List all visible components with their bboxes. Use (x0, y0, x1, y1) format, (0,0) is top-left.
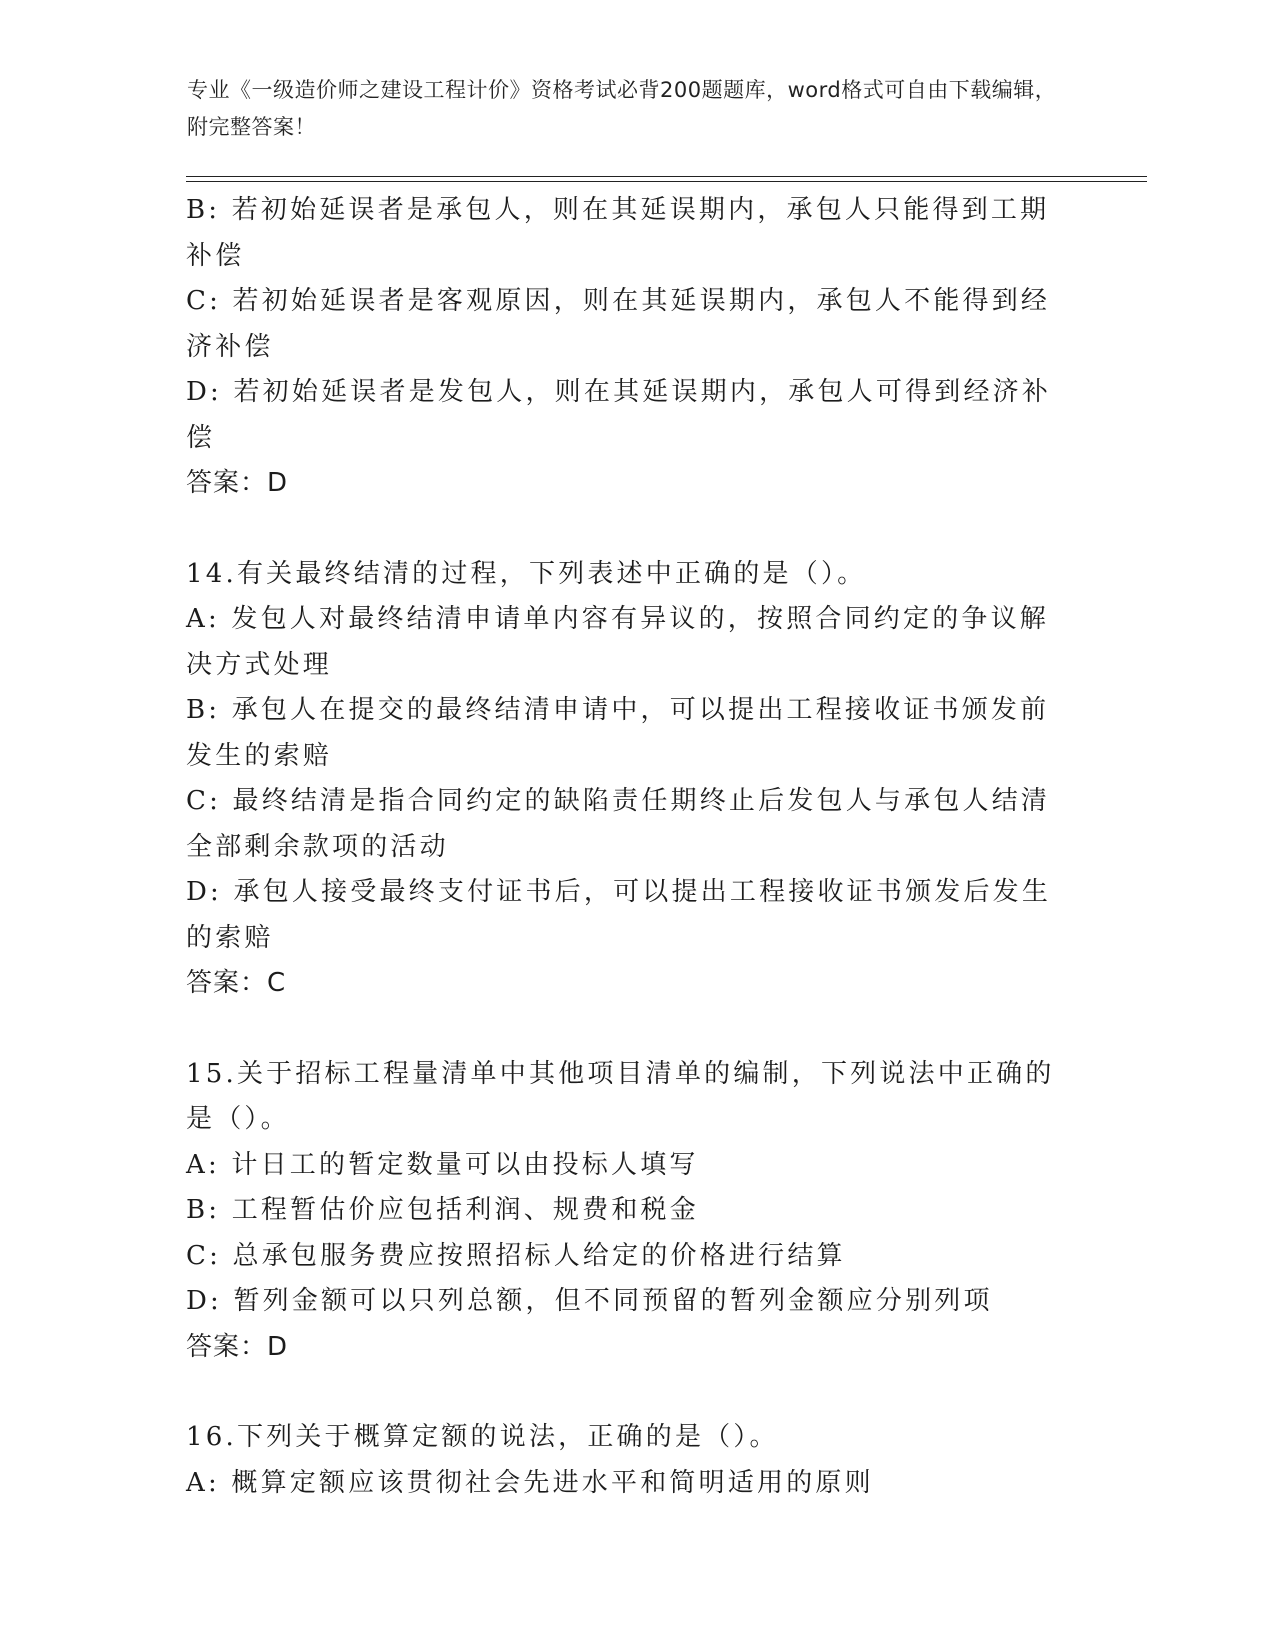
question-13-partial (186, 188, 1066, 507)
option-a: A: 概算定额应该贯彻社会先进水平和简明适用的原则 (186, 1467, 874, 1498)
option-c: C: 最终结清是指合同约定的缺陷责任期终止后发包人与承包人结清全部剩余款项的活动 (186, 786, 1051, 862)
answer: 答案：C (186, 968, 287, 998)
question-15 (186, 1052, 1066, 1371)
option-c: C: 总承包服务费应按照招标人给定的价格进行结算 (186, 1240, 846, 1271)
option-b: B: 承包人在提交的最终结清申请中，可以提出工程接收证书颁发前发生的索赔 (186, 695, 1050, 771)
question-16 (186, 1415, 1066, 1506)
header-intro: 专业《一级造价师之建设工程计价》资格考试必背200题题库，word格式可自由下载编辑，附完整答案！ (187, 78, 1057, 139)
document-header (187, 72, 1067, 146)
option-d: D: 承包人接受最终支付证书后，可以提出工程接收证书颁发后发生的索赔 (186, 877, 1052, 953)
option-a: A: 计日工的暂定数量可以由投标人填写 (186, 1149, 699, 1180)
answer: 答案：D (186, 468, 289, 498)
question-14 (186, 552, 1066, 1007)
question-gap (186, 1370, 1066, 1415)
header-divider-bottom (186, 181, 1147, 182)
header-divider-top (186, 176, 1147, 177)
option-d: D: 若初始延误者是发包人，则在其延误期内，承包人可得到经济补偿 (186, 377, 1052, 453)
question-list (186, 188, 1066, 1506)
answer: 答案：D (186, 1331, 289, 1362)
option-c: C: 若初始延误者是客观原因，则在其延误期内，承包人不能得到经济补偿 (186, 286, 1051, 362)
question-text: 15.关于招标工程量清单中其他项目清单的编制，下列说法中正确的是（）。 (186, 1058, 1055, 1134)
option-a: A: 发包人对最终结清申请单内容有异议的，按照合同约定的争议解决方式处理 (186, 604, 1050, 680)
question-text: 14.有关最终结清的过程，下列表述中正确的是（）。 (186, 558, 867, 589)
question-gap (186, 507, 1066, 552)
question-gap (186, 1007, 1066, 1052)
option-d: D: 暂列金额可以只列总额，但不同预留的暂列金额应分别列项 (186, 1286, 993, 1316)
option-b: B: 工程暂估价应包括利润、规费和税金 (186, 1195, 699, 1225)
option-b: B: 若初始延误者是承包人，则在其延误期内，承包人只能得到工期补偿 (186, 195, 1050, 271)
question-text: 16.下列关于概算定额的说法，正确的是（）。 (186, 1422, 779, 1452)
